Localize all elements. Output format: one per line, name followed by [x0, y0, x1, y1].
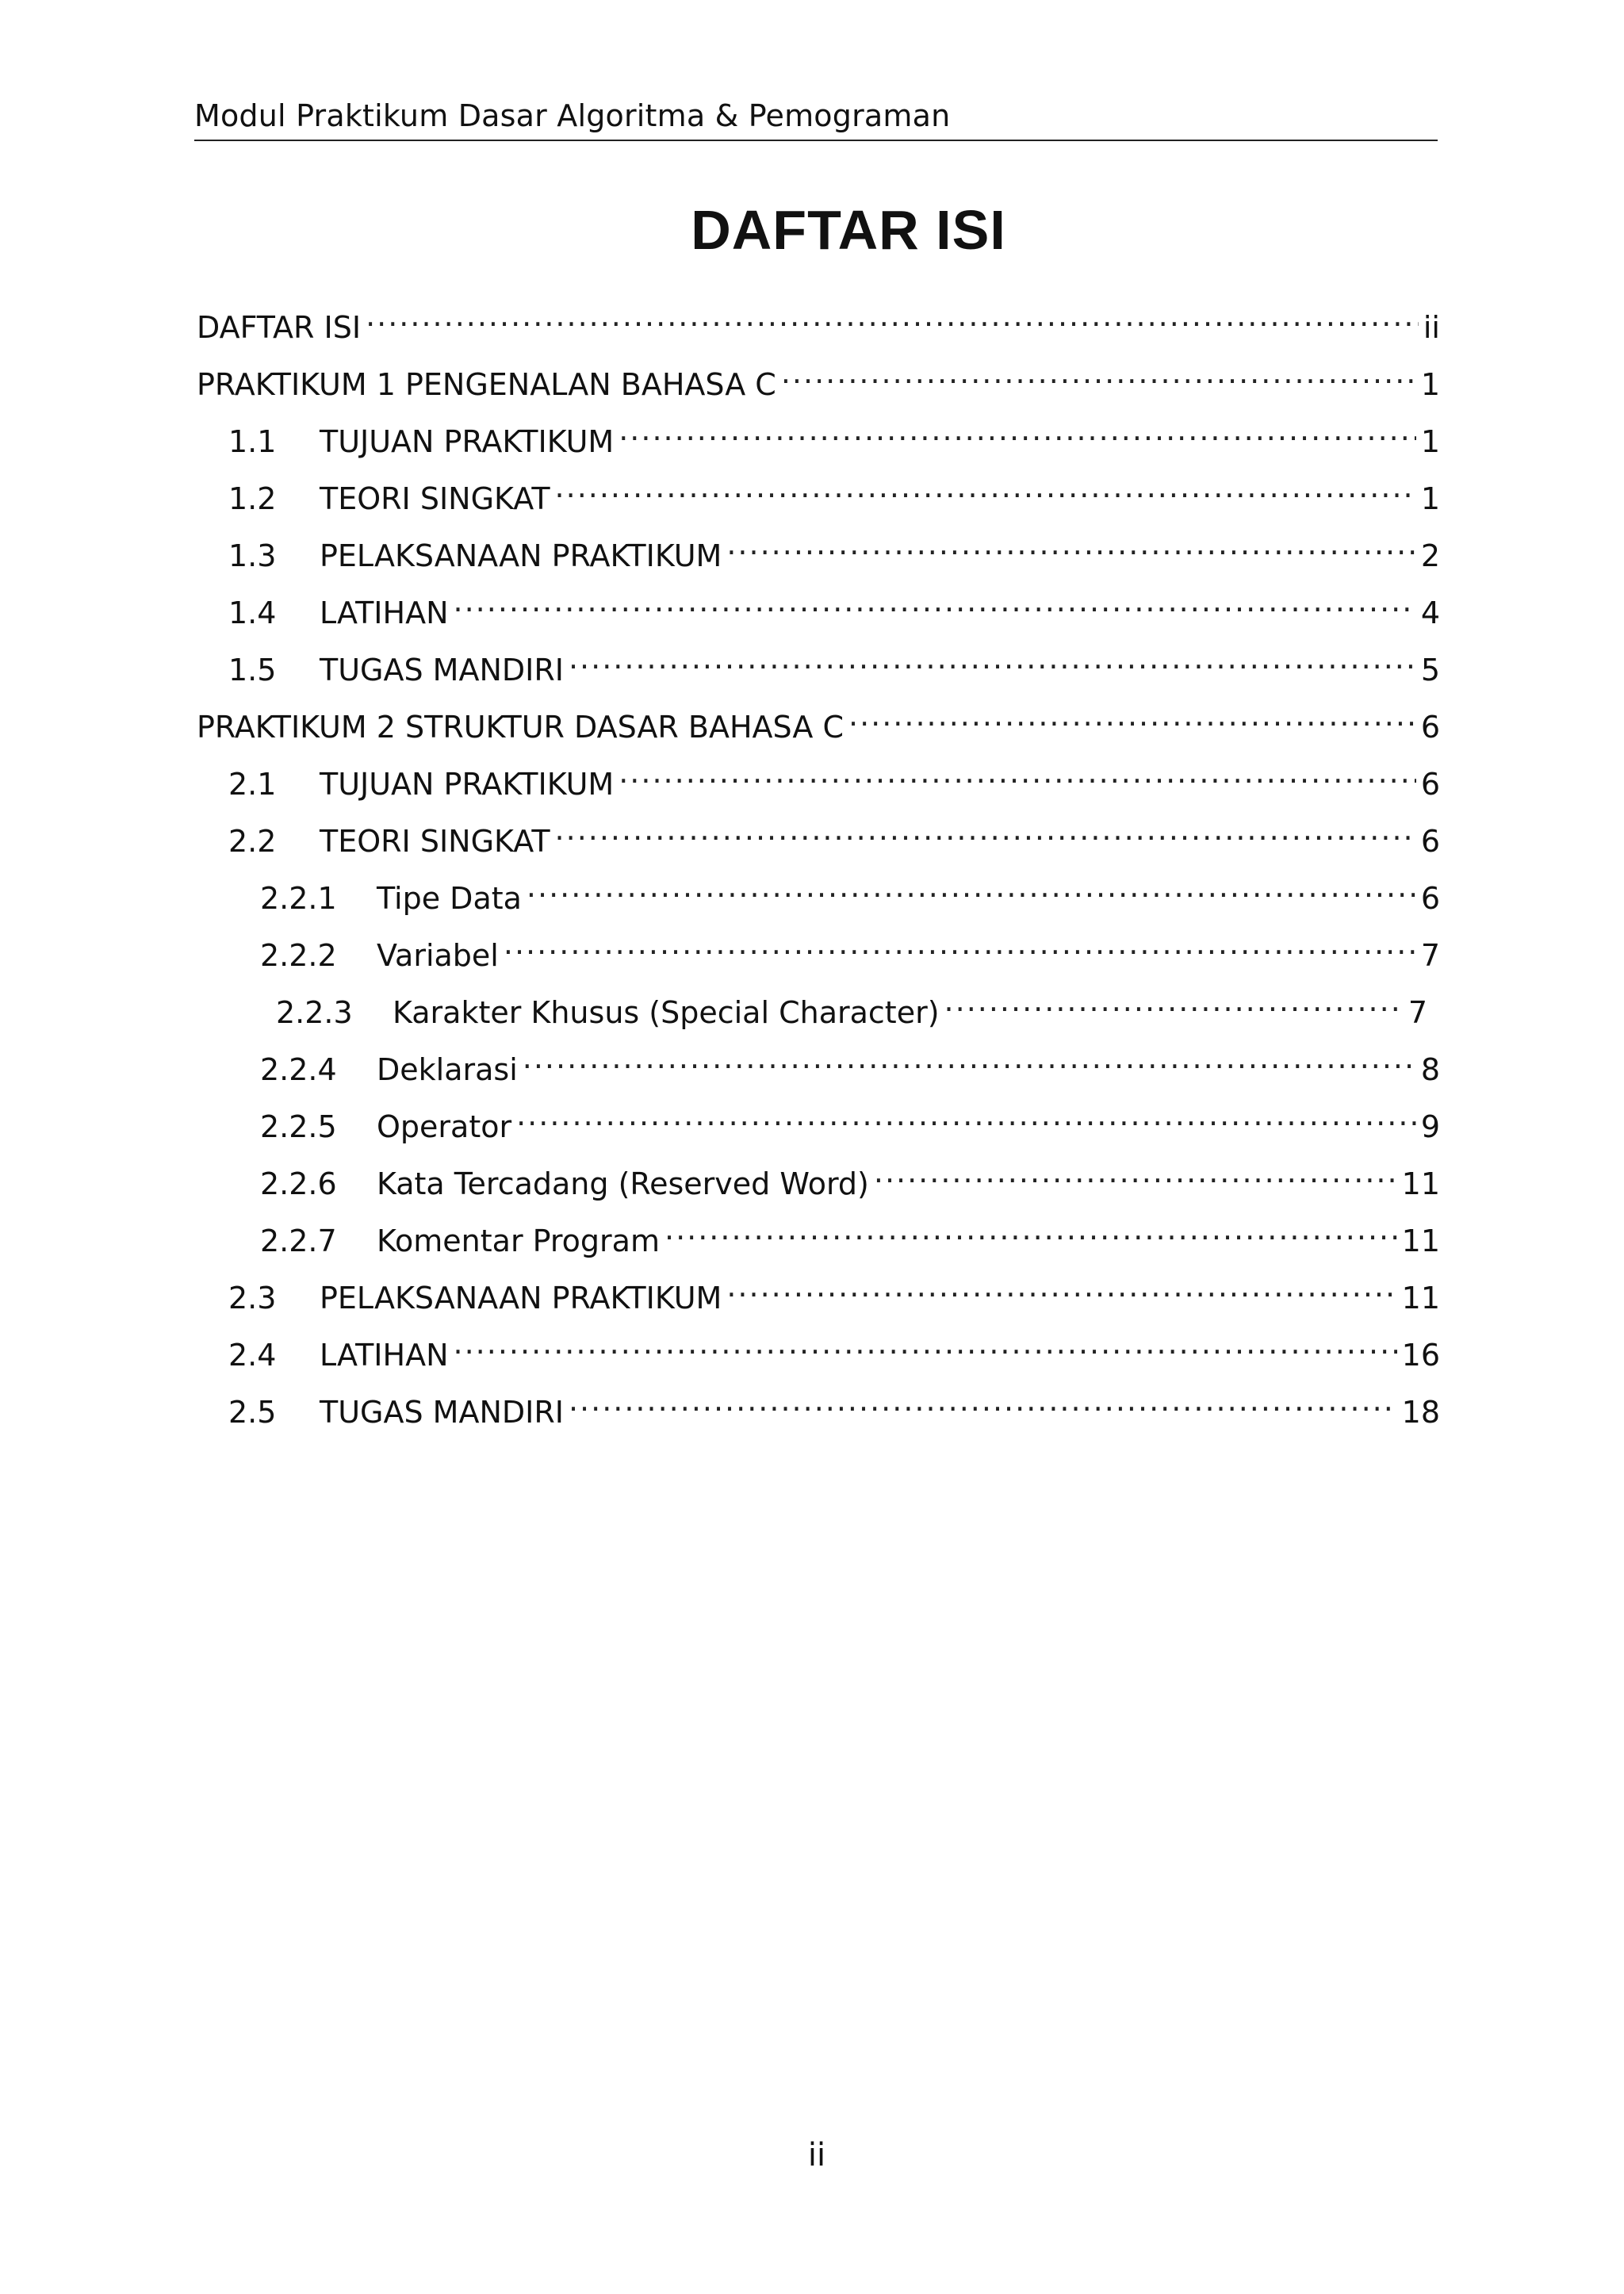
toc-entry[interactable] — [197, 1207, 1440, 1258]
toc-entry-page: 7 — [1408, 995, 1427, 1030]
toc-entry-label: LATIHAN — [320, 596, 449, 630]
toc-entry-page: 7 — [1420, 938, 1440, 973]
toc-entry-page: 18 — [1401, 1395, 1440, 1430]
toc-entry-page: 11 — [1401, 1166, 1440, 1201]
toc-leader-dots — [527, 864, 1416, 909]
toc-entry[interactable] — [197, 350, 1440, 402]
toc-entry-number: 2.2.7 — [260, 1224, 337, 1258]
toc-entry[interactable] — [197, 293, 1440, 345]
toc-leader-dots — [569, 636, 1416, 680]
toc-entry-number: 1.4 — [228, 596, 277, 630]
toc-entry-page: 9 — [1420, 1109, 1440, 1144]
toc-leader-dots — [619, 750, 1416, 795]
toc-entry-label: Variabel — [377, 938, 499, 973]
toc-entry-number: 2.2.3 — [276, 995, 353, 1030]
toc-entry[interactable] — [197, 408, 1440, 459]
toc-leader-dots — [523, 1036, 1416, 1080]
toc-entry-number: 1.5 — [228, 653, 277, 687]
toc-leader-dots — [516, 1093, 1416, 1137]
toc-entry-label: PELAKSANAAN PRAKTIKUM — [320, 1281, 722, 1316]
toc-entry-label: Operator — [377, 1109, 512, 1144]
toc-entry-label: PELAKSANAAN PRAKTIKUM — [320, 538, 722, 573]
page-title: DAFTAR ISI — [691, 199, 1006, 261]
toc-entry-label: Komentar Program — [377, 1224, 660, 1258]
toc-entry-label: DAFTAR ISI — [197, 310, 362, 345]
toc-entry-label: Tipe Data — [377, 881, 522, 916]
toc-entry-number: 2.2.1 — [260, 881, 337, 916]
toc-leader-dots — [555, 807, 1416, 852]
toc-entry[interactable] — [197, 465, 1440, 516]
toc-leader-dots — [726, 1264, 1396, 1308]
toc-entry-page: 6 — [1420, 710, 1440, 745]
toc-entry-label: PRAKTIKUM 2 STRUKTUR DASAR BAHASA C — [197, 710, 844, 745]
toc-entry-number: 2.3 — [228, 1281, 277, 1316]
toc-entry-page: ii — [1423, 310, 1440, 345]
toc-entry-label: Karakter Khusus (Special Character) — [393, 995, 940, 1030]
toc-entry-label: TUJUAN PRAKTIKUM — [320, 767, 615, 802]
toc-entry[interactable] — [197, 1321, 1440, 1373]
toc-entry-label: TUGAS MANDIRI — [320, 653, 564, 687]
toc-entry-page: 5 — [1420, 653, 1440, 687]
toc-entry-label: Kata Tercadang (Reserved Word) — [377, 1166, 869, 1201]
toc-entry-label: TUGAS MANDIRI — [320, 1395, 564, 1430]
toc-entry-number: 2.2.4 — [260, 1052, 337, 1087]
toc-entry-number: 2.2 — [228, 824, 277, 859]
toc-leader-dots — [726, 522, 1415, 566]
toc-leader-dots — [619, 408, 1416, 452]
toc-entry[interactable] — [197, 693, 1440, 745]
toc-entry[interactable] — [197, 579, 1440, 630]
toc-entry[interactable] — [197, 807, 1440, 859]
toc-entry[interactable] — [197, 1036, 1440, 1087]
toc-entry[interactable] — [197, 1093, 1440, 1144]
toc-entry[interactable] — [197, 978, 1427, 1030]
toc-entry-page: 1 — [1420, 481, 1440, 516]
toc-leader-dots — [555, 465, 1416, 509]
toc-entry-number: 2.2.2 — [260, 938, 337, 973]
toc-entry-page: 11 — [1401, 1224, 1440, 1258]
toc-entry-number: 1.2 — [228, 481, 277, 516]
toc-leader-dots — [781, 350, 1416, 395]
toc-entry-label: TEORI SINGKAT — [320, 824, 550, 859]
toc-entry-label: TEORI SINGKAT — [320, 481, 550, 516]
header-text: Modul Praktikum Dasar Algoritma & Pemograman — [194, 98, 951, 133]
toc-entry-number: 2.2.6 — [260, 1166, 337, 1201]
toc-leader-dots — [454, 1321, 1397, 1365]
toc-entry-page: 4 — [1420, 596, 1440, 630]
toc-leader-dots — [504, 921, 1416, 966]
toc-entry-page: 16 — [1401, 1338, 1440, 1373]
toc-leader-dots — [665, 1207, 1397, 1251]
toc-entry-page: 6 — [1420, 824, 1440, 859]
toc-entry-label: PRAKTIKUM 1 PENGENALAN BAHASA C — [197, 367, 776, 402]
toc-entry-label: LATIHAN — [320, 1338, 449, 1373]
toc-entry[interactable] — [197, 864, 1440, 916]
toc-entry[interactable] — [197, 636, 1440, 687]
toc-entry-page: 8 — [1420, 1052, 1440, 1087]
toc-entry-page: 6 — [1420, 881, 1440, 916]
toc-leader-dots — [454, 579, 1416, 623]
toc-entry-number: 1.3 — [228, 538, 277, 573]
toc-leader-dots — [366, 293, 1419, 338]
toc-entry-number: 1.1 — [228, 424, 277, 459]
toc-entry-number: 2.5 — [228, 1395, 277, 1430]
toc-entry[interactable] — [197, 1264, 1440, 1316]
toc-entry[interactable] — [197, 750, 1440, 802]
toc-leader-dots — [874, 1150, 1397, 1194]
toc-entry-page: 11 — [1401, 1281, 1440, 1316]
toc-entry-number: 2.4 — [228, 1338, 277, 1373]
toc-entry-page: 1 — [1420, 367, 1440, 402]
toc-entry-label: TUJUAN PRAKTIKUM — [320, 424, 615, 459]
toc-entry-number: 2.2.5 — [260, 1109, 337, 1144]
toc-entry-label: Deklarasi — [377, 1052, 518, 1087]
toc-entry-page: 1 — [1420, 424, 1440, 459]
page-number: ii — [807, 2137, 826, 2173]
page-header — [194, 95, 1438, 141]
toc-entry-page: 6 — [1420, 767, 1440, 802]
toc-entry[interactable] — [197, 1150, 1440, 1201]
toc-entry-number: 2.1 — [228, 767, 277, 802]
toc-entry[interactable] — [197, 1378, 1440, 1430]
toc-entry-page: 2 — [1420, 538, 1440, 573]
toc-leader-dots — [569, 1378, 1397, 1423]
toc-entry[interactable] — [197, 522, 1440, 573]
toc-leader-dots — [848, 693, 1416, 737]
toc-entry[interactable] — [197, 921, 1440, 973]
toc-leader-dots — [944, 978, 1404, 1023]
